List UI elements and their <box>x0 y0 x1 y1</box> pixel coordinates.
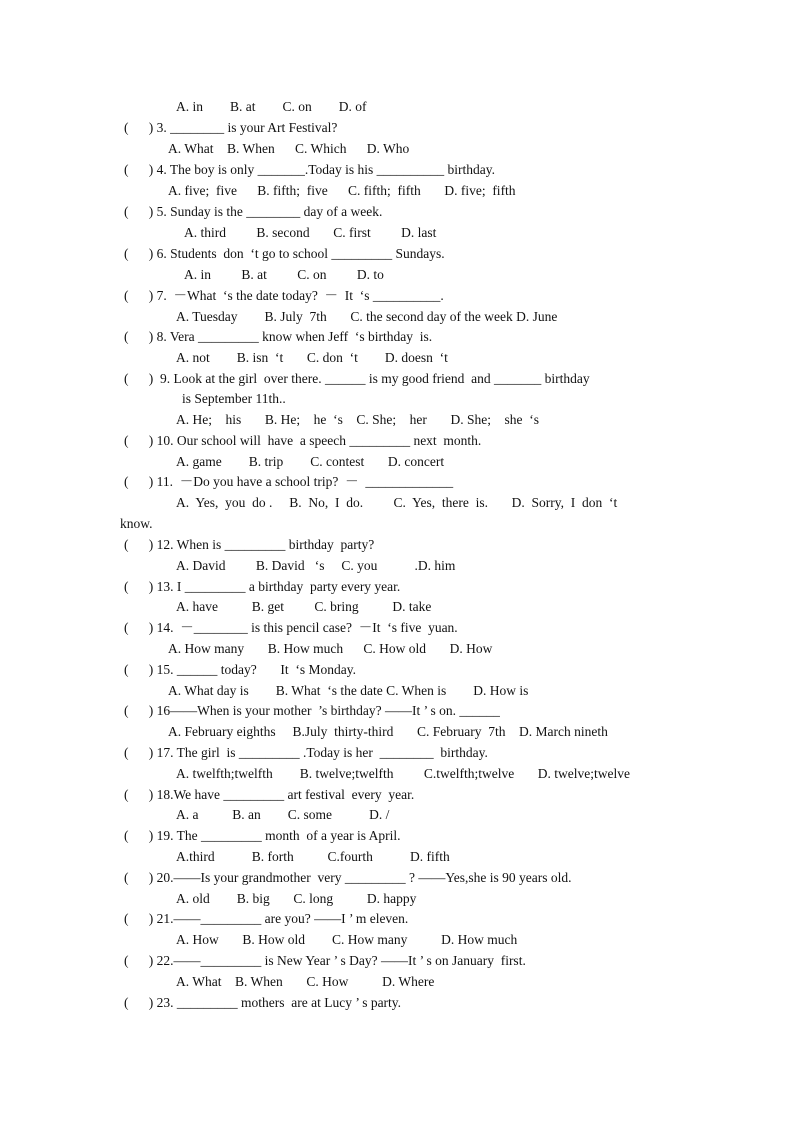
options-line: A. Yes, you do . B. No, I do. C. Yes, there is. D. Sorry, I don ‘t <box>176 495 618 510</box>
question-line: ( ) 13. I _________ a birthday party every year. <box>124 579 401 594</box>
question-line: ( ) 23. _________ mothers are at Lucy ’ s party. <box>124 995 402 1010</box>
options-line: A. How many B. How much C. How old D. How <box>168 641 493 656</box>
options-line: A. twelfth;twelfth B. twelve;twelfth C.twelfth;twelve D. twelve;twelve <box>176 766 631 781</box>
question-line: ( ) 11. －Do you have a school trip? － _____________ <box>124 474 454 489</box>
options-line: A.third B. forth C.fourth D. fifth <box>176 849 450 864</box>
options-line: A. He; his B. He; he ‘s C. She; her D. She; she ‘s <box>176 412 539 427</box>
question-line: ( ) 22.——_________ is New Year ’ s Day? ——It ’ s on January first. <box>124 953 526 968</box>
options-line: A. February eighths B.July thirty-third C. February 7th D. March nineth <box>168 724 608 739</box>
options-line: A. What B. When C. Which D. Who <box>168 141 410 156</box>
question-line: ( ) 20.——Is your grandmother very _________ ? ——Yes,she is 90 years old. <box>124 870 572 885</box>
question-line: ( ) 18.We have _________ art festival every year. <box>124 787 415 802</box>
question-line: ( ) 6. Students don ‘t go to school _________ Sundays. <box>124 246 445 261</box>
options-line: A. David B. David ‘s C. you .D. him <box>176 558 456 573</box>
question-line: ( ) 17. The girl is _________ .Today is her ________ birthday. <box>124 745 488 760</box>
options-line: A. old B. big C. long D. happy <box>176 891 417 906</box>
options-line: A. in B. at C. on D. to <box>184 267 384 282</box>
question-line: ( ) 7. －What ‘s the date today? － It ‘s __________. <box>124 288 444 303</box>
question-line: ( ) 4. The boy is only _______.Today is his __________ birthday. <box>124 162 496 177</box>
options-line: A. in B. at C. on D. of <box>176 99 367 114</box>
options-line: A. third B. second C. first D. last <box>184 225 437 240</box>
question-line: ( ) 21.——_________ are you? ——I ’ m eleven. <box>124 911 409 926</box>
options-line: A. What day is B. What ‘s the date C. When is D. How is <box>168 683 529 698</box>
options-line: A. have B. get C. bring D. take <box>176 599 432 614</box>
options-line: A. game B. trip C. contest D. concert <box>176 454 445 469</box>
options-line: A. Tuesday B. July 7th C. the second day of the week D. June <box>176 309 558 324</box>
question-line: ( ) 12. When is _________ birthday party? <box>124 537 375 552</box>
question-line: ( ) 15. ______ today? It ‘s Monday. <box>124 662 356 677</box>
question-line: ( ) 5. Sunday is the ________ day of a week. <box>124 204 383 219</box>
question-line: ( ) 9. Look at the girl over there. ______ is my good friend and _______ birthday <box>124 371 590 386</box>
question-line: ( ) 19. The _________ month of a year is April. <box>124 828 401 843</box>
options-line: A. five; five B. fifth; five C. fifth; fifth D. five; fifth <box>168 183 516 198</box>
question-line: ( ) 3. ________ is your Art Festival? <box>124 120 338 135</box>
continuation-line: know. <box>120 516 153 531</box>
options-line: A. a B. an C. some D. / <box>176 807 390 822</box>
options-line: A. not B. isn ‘t C. don ‘t D. doesn ‘t <box>176 350 448 365</box>
continuation-line: is September 11th.. <box>182 391 286 406</box>
options-line: A. How B. How old C. How many D. How much <box>176 932 518 947</box>
question-line: ( ) 14. －________ is this pencil case? －It ‘s five yuan. <box>124 620 458 635</box>
question-line: ( ) 10. Our school will have a speech _________ next month. <box>124 433 482 448</box>
question-line: ( ) 8. Vera _________ know when Jeff ‘s birthday is. <box>124 329 433 344</box>
options-line: A. What B. When C. How D. Where <box>176 974 435 989</box>
question-line: ( ) 16——When is your mother ’s birthday? ——It ’ s on. ______ <box>124 703 500 718</box>
